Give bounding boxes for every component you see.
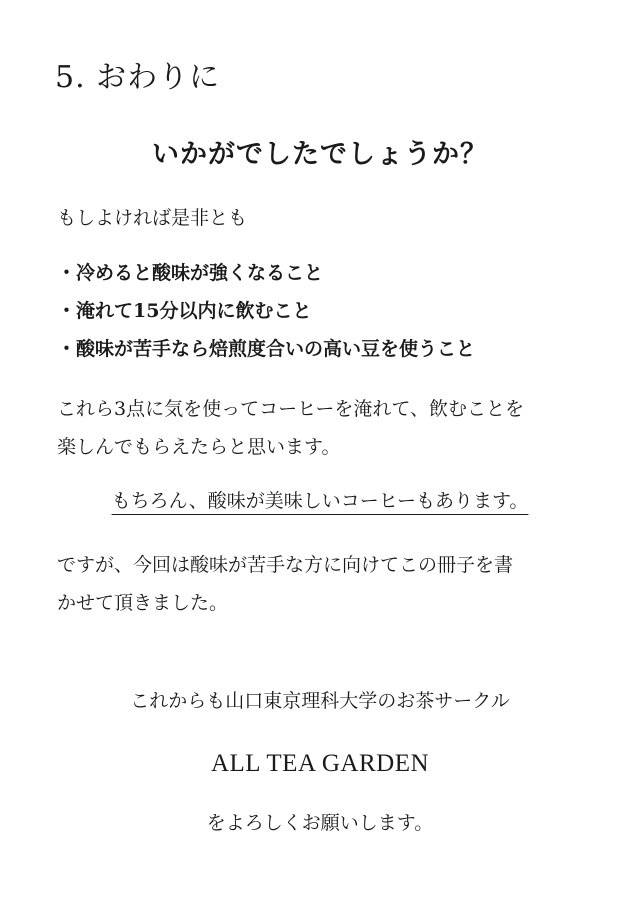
paragraph-line: 楽しんでもらえたらと思います。 <box>57 436 341 458</box>
organization-name: ALL TEA GARDEN <box>210 750 430 777</box>
paragraph-line: ですが、今回は酸味が苦手な方に向けてこの冊子を書 <box>57 554 514 576</box>
underlined-text: もちろん、酸味が美味しいコーヒーもあります。 <box>111 490 529 512</box>
paragraph-purpose <box>57 546 513 622</box>
intro-text: もしよければ是非とも <box>57 207 248 229</box>
tip-item: ・酸味が苦手なら焙煎度合いの高い豆を使うこと <box>57 338 476 360</box>
closing-line: これからも山口東京理科大学のお茶サークル <box>130 690 510 712</box>
paragraph-enjoy <box>57 390 524 466</box>
tips-list <box>57 254 475 368</box>
paragraph-line: これら3点に気を使ってコーヒーを淹れて、飲むことを <box>57 398 524 420</box>
headline: いかがでしたでしょうか？ <box>152 139 488 170</box>
closing-line: をよろしくお願いします。 <box>206 812 434 834</box>
tip-item: ・冷めると酸味が強くなること <box>57 262 324 284</box>
underlined-statement <box>0 486 640 513</box>
tip-item: ・淹れて15分以内に飲むこと <box>57 300 312 322</box>
paragraph-line: かせて頂きました。 <box>57 592 229 614</box>
section-title: 5. おわりに <box>55 60 221 95</box>
